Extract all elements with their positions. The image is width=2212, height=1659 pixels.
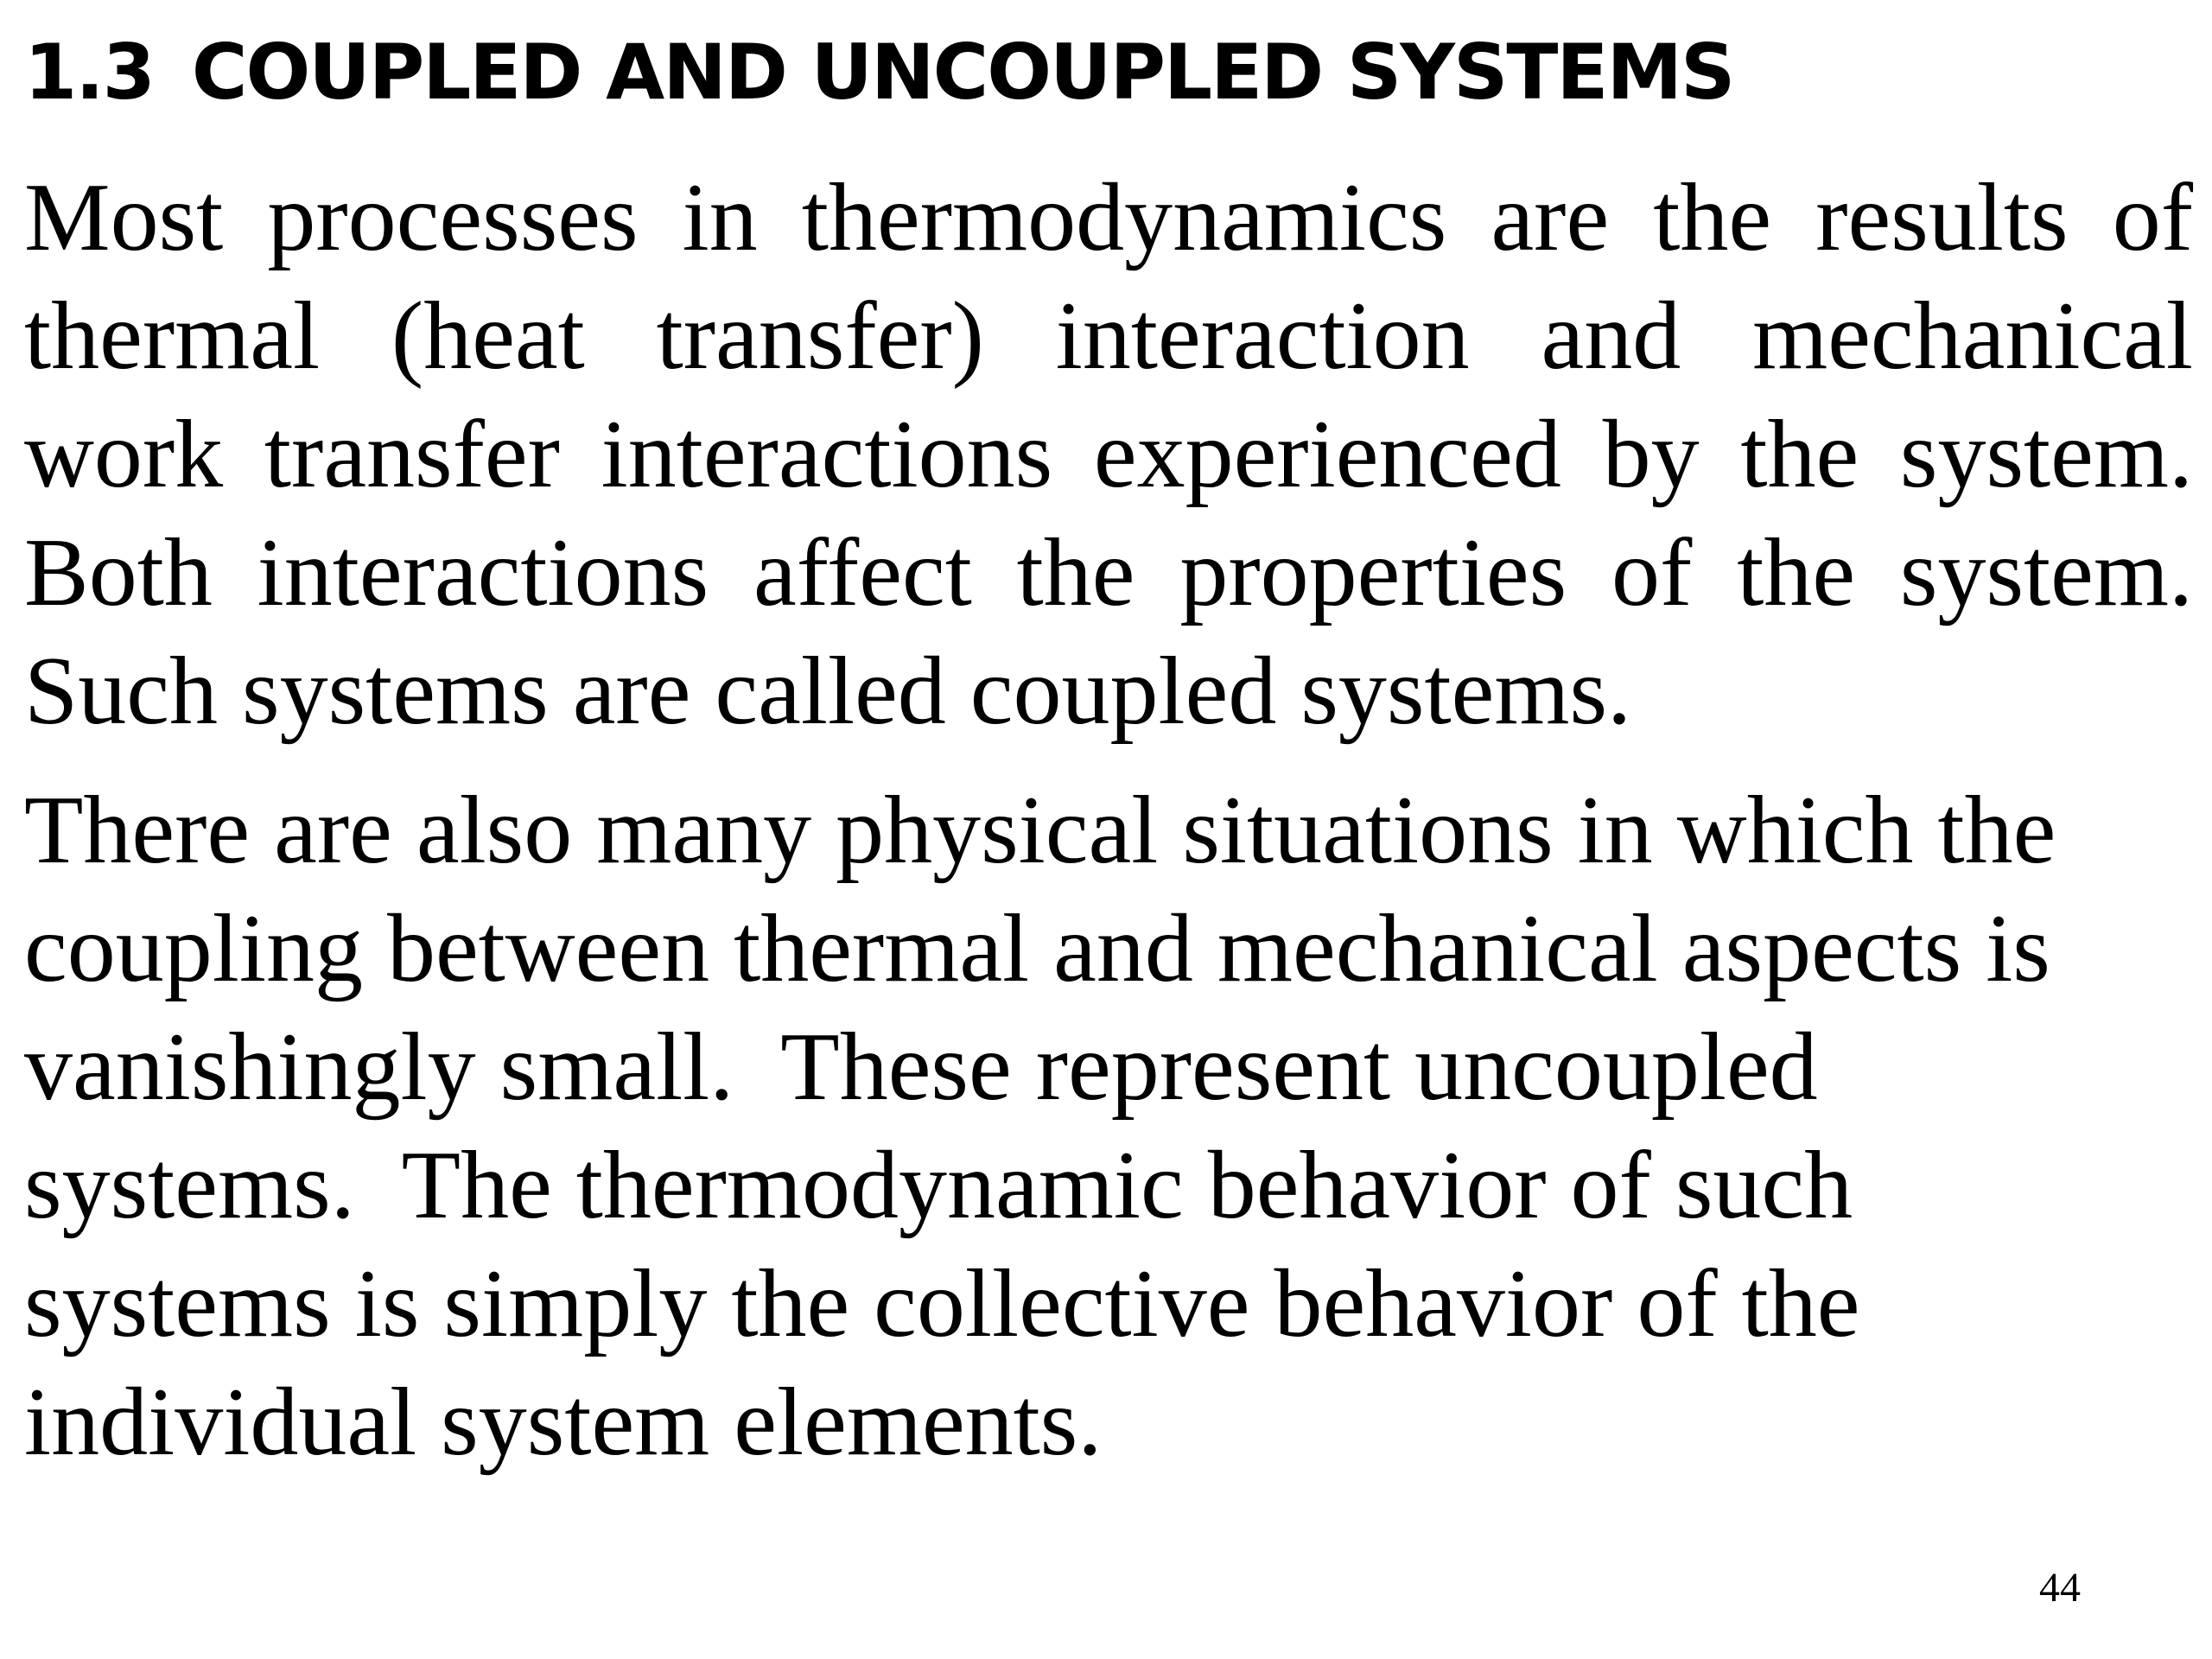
paragraph-line: thermal (heat transfer) interaction and mechanical xyxy=(24,283,2193,390)
paragraph-line: There are also many physical situations in which the xyxy=(24,777,2056,884)
paragraph-line: systems. The thermodynamic behavior of such xyxy=(24,1132,1853,1239)
paragraph-line: Both interactions affect the properties of the system. xyxy=(24,519,2193,626)
paragraph-line: coupling between thermal and mechanical aspects is xyxy=(24,895,2050,1002)
paragraph-line: work transfer interactions experienced by the system. xyxy=(24,401,2193,508)
page-number: 44 xyxy=(2039,1565,2081,1611)
paragraph-uncoupled-systems xyxy=(24,772,2167,1482)
paragraph-line: Such systems are called coupled systems. xyxy=(24,638,1632,745)
section-title: COUPLED AND UNCOUPLED SYSTEMS xyxy=(191,28,1734,117)
paragraph-line: vanishingly small. These represent uncoupled xyxy=(24,1014,1818,1121)
paragraph-line: Most processes in thermodynamics are the results of xyxy=(24,164,2193,271)
section-heading xyxy=(24,21,1733,124)
paragraph-coupled-systems xyxy=(24,159,2193,751)
paragraph-line: individual system elements. xyxy=(24,1369,1103,1476)
paragraph-line: systems is simply the collective behavior of the xyxy=(24,1250,1860,1357)
section-number: 1.3 xyxy=(24,28,154,117)
